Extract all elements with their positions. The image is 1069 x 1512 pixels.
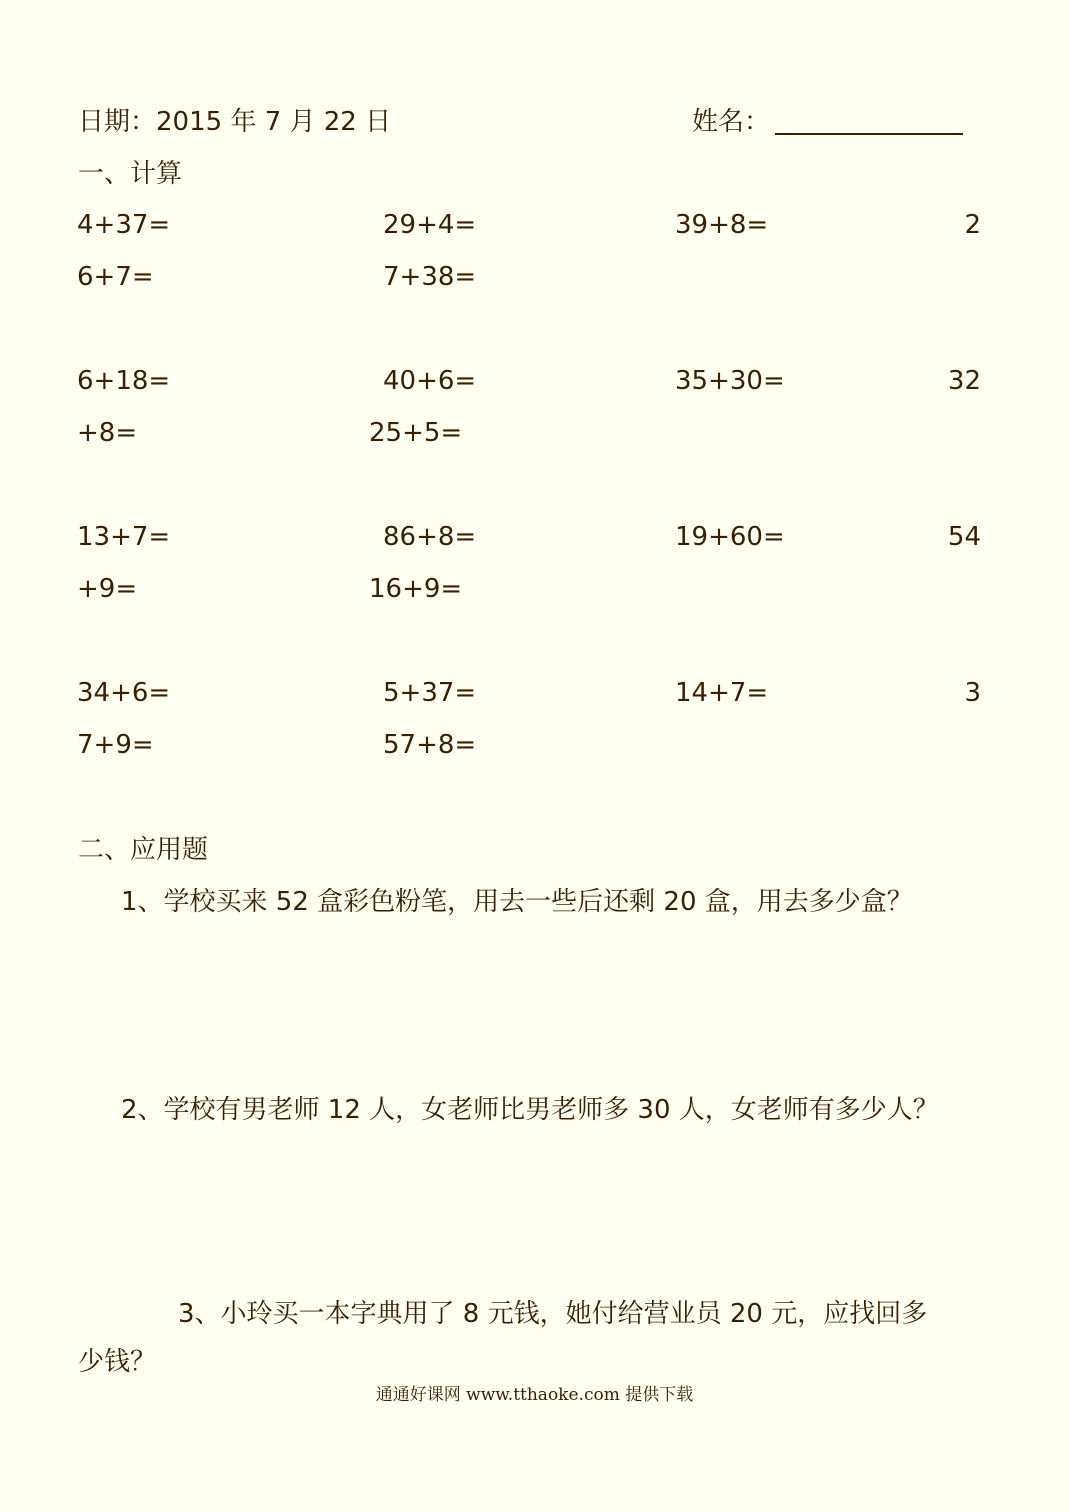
problem-fragment: 54 — [947, 522, 981, 552]
problem: 25+5= — [369, 418, 463, 448]
section2-title: 二、应用题 — [78, 835, 209, 865]
problem: 5+37= — [383, 678, 477, 708]
word-problem-3-line1: 3、小玲买一本字典用了 8 元钱，她付给营业员 20 元，应找回多 — [178, 1299, 928, 1329]
problem-fragment: 3 — [964, 678, 981, 708]
problem: 40+6= — [383, 366, 477, 396]
problem: 4+37= — [77, 210, 171, 240]
problem: 57+8= — [383, 730, 477, 760]
problem: 13+7= — [77, 522, 171, 552]
problem: 14+7= — [675, 678, 769, 708]
problem-fragment: +9= — [77, 574, 138, 604]
problem: 35+30= — [675, 366, 785, 396]
problem: 16+9= — [369, 574, 463, 604]
name-label: 姓名： — [692, 107, 771, 137]
word-problem-3-line2: 少钱？ — [78, 1347, 157, 1377]
problem: 6+18= — [77, 366, 171, 396]
problem-fragment: +8= — [77, 418, 138, 448]
problem: 7+9= — [77, 730, 154, 760]
word-problem-1: 1、学校买来 52 盒彩色粉笔，用去一些后还剩 20 盒，用去多少盒？ — [121, 887, 913, 917]
section1-title: 一、计算 — [78, 159, 183, 189]
problem: 86+8= — [383, 522, 477, 552]
date-label: 日期：2015 年 7 月 22 日 — [78, 107, 392, 137]
problem: 34+6= — [77, 678, 171, 708]
footer-credit: 通通好课网 www.tthaoke.com 提供下载 — [375, 1385, 694, 1405]
problem: 39+8= — [675, 210, 769, 240]
problem: 6+7= — [77, 262, 154, 292]
problem: 19+60= — [675, 522, 785, 552]
problem-fragment: 2 — [964, 210, 981, 240]
problem: 29+4= — [383, 210, 477, 240]
problem-fragment: 32 — [947, 366, 981, 396]
problem: 7+38= — [383, 262, 477, 292]
name-blank-line — [775, 133, 963, 135]
word-problem-2: 2、学校有男老师 12 人，女老师比男老师多 30 人，女老师有多少人？ — [121, 1095, 939, 1125]
